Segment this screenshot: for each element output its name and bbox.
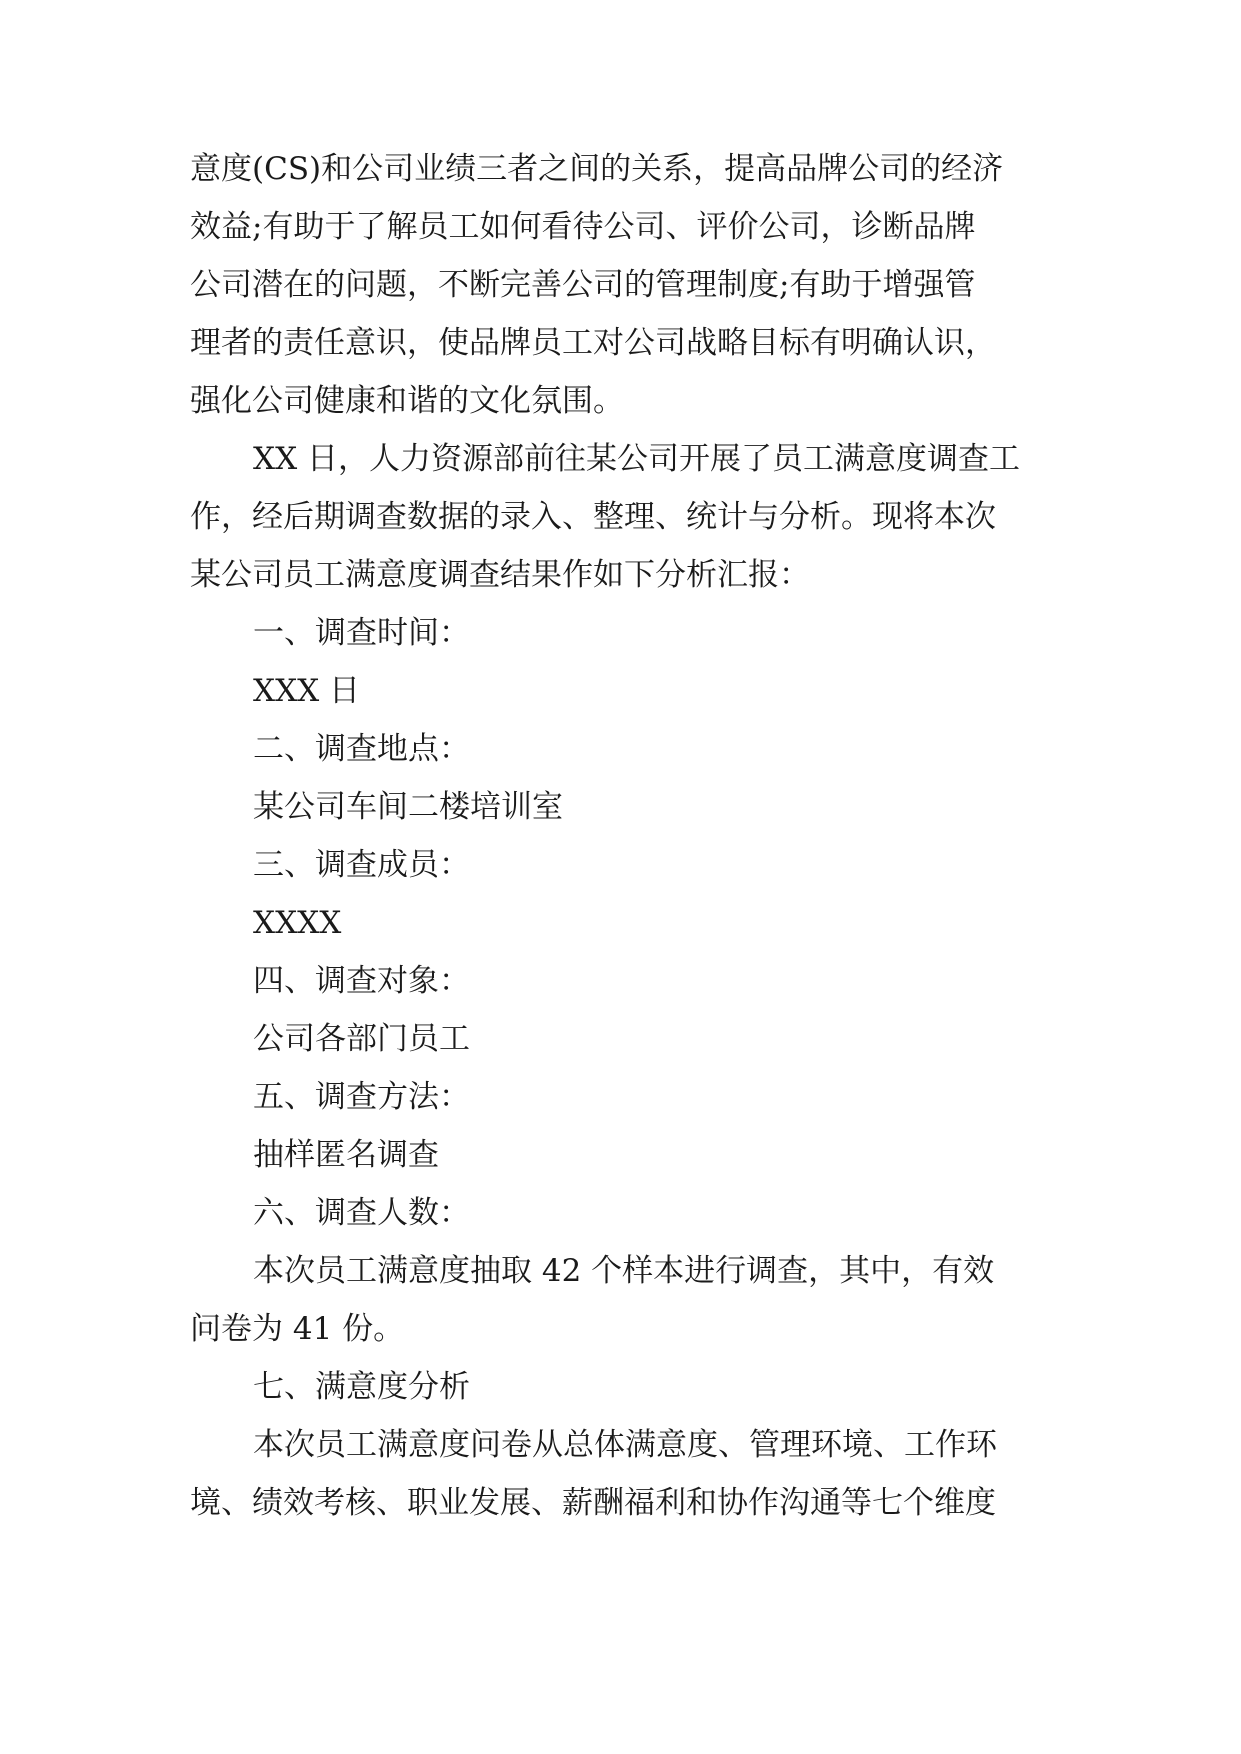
paragraph-line: 境、绩效考核、职业发展、薪酬福利和协作沟通等七个维度 [190,1485,996,1521]
section-value: XXX 日 [253,673,361,709]
section-heading: 六、调查人数： [253,1195,470,1231]
paragraph-line: 本次员工满意度问卷从总体满意度、管理环境、工作环 [253,1427,997,1463]
section-heading: 五、调查方法： [253,1079,470,1115]
section-heading: 一、调查时间： [253,615,470,651]
paragraph-line: 问卷为 41 份。 [190,1311,405,1347]
section-value: XXXX [253,905,342,941]
paragraph-line: 公司潜在的问题，不断完善公司的管理制度;有助于增强管 [190,267,976,303]
paragraph-line: 某公司员工满意度调查结果作如下分析汇报： [190,557,810,593]
paragraph-line: 效益;有助于了解员工如何看待公司、评价公司，诊断品牌 [190,209,976,245]
paragraph-line: 作，经后期调查数据的录入、整理、统计与分析。现将本次 [190,499,996,535]
section-value: 公司各部门员工 [253,1021,470,1057]
section-value: 某公司车间二楼培训室 [253,789,563,825]
section-heading: 四、调查对象： [253,963,470,999]
section-heading: 七、满意度分析 [253,1369,470,1405]
paragraph-line: XX 日，人力资源部前往某公司开展了员工满意度调查工 [253,441,1020,477]
paragraph-line: 意度(CS)和公司业绩三者之间的关系，提高品牌公司的经济 [190,151,1004,187]
section-heading: 三、调查成员： [253,847,470,883]
section-heading: 二、调查地点： [253,731,470,767]
paragraph-line: 理者的责任意识，使品牌员工对公司战略目标有明确认识， [190,325,996,361]
paragraph-line: 强化公司健康和谐的文化氛围。 [190,383,624,419]
paragraph-line: 本次员工满意度抽取 42 个样本进行调查，其中，有效 [253,1253,995,1289]
section-value: 抽样匿名调查 [253,1137,439,1173]
